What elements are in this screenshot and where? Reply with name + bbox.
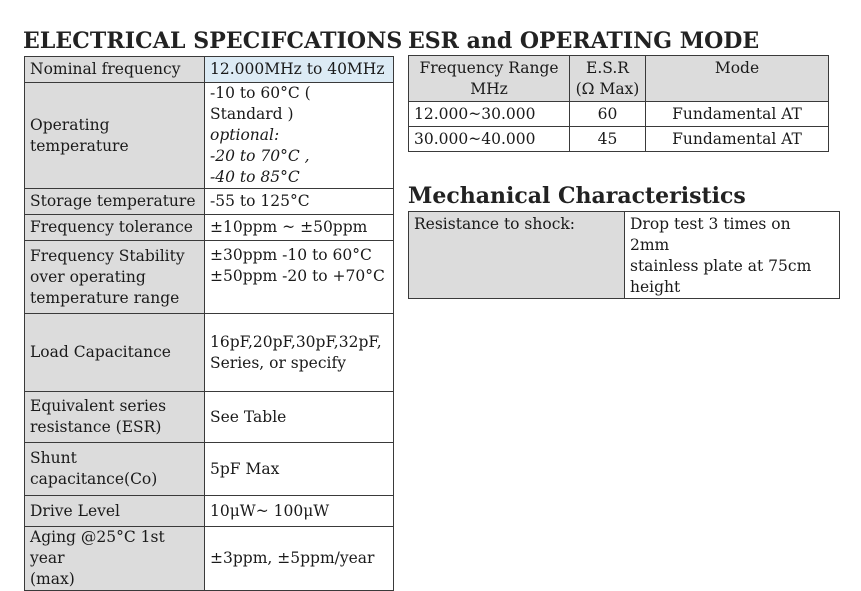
spec-value-line: See Table [210, 407, 287, 426]
electrical-specifications-table [24, 56, 394, 591]
spec-value-line: ±50ppm -20 to +70°C [210, 267, 385, 285]
table-cell: 12.000~30.000 [409, 102, 570, 127]
mechanical-value-line: Drop test 3 times on 2mm [630, 215, 791, 254]
mechanical-label: Resistance to shock: [409, 212, 625, 299]
spec-label [25, 443, 205, 496]
spec-label-line: temperature range [30, 288, 180, 307]
table-cell: 45 [570, 127, 646, 152]
column-header-frequency-range [409, 56, 570, 102]
table-cell: 30.000~40.000 [409, 127, 570, 152]
table-row [25, 392, 394, 443]
table-row [25, 215, 394, 241]
table-header-row [409, 56, 829, 102]
table-row [409, 102, 829, 127]
spec-value-line: 16pF,20pF,30pF,32pF, [210, 332, 382, 351]
spec-value [205, 392, 394, 443]
spec-value-line: optional: [210, 126, 280, 144]
column-header-line: E.S.R [586, 59, 629, 77]
spec-value-line: ±10ppm ~ ±50ppm [210, 218, 368, 236]
table-cell: 60 [570, 102, 646, 127]
spec-label-line: Shunt [30, 449, 77, 467]
column-header-esr [570, 56, 646, 102]
column-header-line: Frequency Range [419, 59, 559, 77]
table-row [25, 241, 394, 314]
table-row [25, 496, 394, 527]
spec-value [205, 527, 394, 591]
spec-value [205, 443, 394, 496]
spec-label [25, 527, 205, 591]
spec-label: Drive Level [25, 496, 205, 527]
table-row [25, 527, 394, 591]
spec-value-line: -40 to 85°C [210, 168, 300, 186]
spec-value [205, 57, 394, 83]
spec-label: Storage temperature [25, 189, 205, 215]
spec-label-line: over operating [30, 267, 146, 286]
table-row [409, 212, 840, 299]
spec-label: Nominal frequency [25, 57, 205, 83]
electrical-specifications-title: ELECTRICAL SPECIFCATIONS [23, 28, 403, 54]
spec-value [205, 496, 394, 527]
table-row [25, 83, 394, 189]
spec-label [25, 392, 205, 443]
spec-value-line: 10μW~ 100μW [210, 501, 330, 520]
spec-value [205, 215, 394, 241]
spec-label-line: Aging @25°C 1st year [30, 528, 165, 567]
spec-label: Frequency tolerance [25, 215, 205, 241]
spec-label: Operating temperature [25, 83, 205, 189]
mechanical-value-line: stainless plate at 75cm [630, 257, 812, 275]
table-row [25, 314, 394, 392]
spec-label-line: capacitance(Co) [30, 470, 158, 488]
spec-label-line: Frequency Stability [30, 246, 185, 265]
mechanical-value [625, 212, 840, 299]
column-header-line: Mode [714, 59, 760, 77]
spec-value [205, 189, 394, 215]
column-header-line: MHz [470, 80, 508, 98]
spec-value [205, 314, 394, 392]
table-row [25, 57, 394, 83]
spec-value-line: ±3ppm, ±5ppm/year [210, 549, 375, 567]
column-header-mode [646, 56, 829, 102]
table-row [409, 127, 829, 152]
spec-value [205, 241, 394, 314]
spec-label-line: Equivalent series [30, 397, 167, 415]
column-header-line: (Ω Max) [575, 80, 640, 98]
spec-value-line: 12.000MHz to 40MHz [210, 60, 385, 78]
spec-label [25, 241, 205, 314]
spec-value-line: -20 to 70°C , [210, 147, 310, 165]
spec-label-line: resistance (ESR) [30, 418, 162, 436]
mechanical-value-line: height [630, 278, 681, 296]
esr-operating-mode-title: ESR and OPERATING MODE [408, 28, 760, 54]
spec-value-line: 5pF Max [210, 459, 280, 478]
spec-label: Load Capacitance [25, 314, 205, 392]
table-cell: Fundamental AT [646, 102, 829, 127]
spec-value-line: -55 to 125°C [210, 192, 310, 210]
spec-value-line: Series, or specify [210, 353, 346, 372]
mechanical-characteristics-title: Mechanical Characteristics [408, 183, 746, 209]
table-cell: Fundamental AT [646, 127, 829, 152]
spec-label-line: (max) [30, 570, 75, 588]
spec-value-line: -10 to 60°C ( Standard ) [210, 84, 311, 123]
spec-value-line: ±30ppm -10 to 60°C [210, 246, 372, 264]
mechanical-characteristics-table [408, 211, 840, 299]
spec-value [205, 83, 394, 189]
table-row [25, 189, 394, 215]
table-row [25, 443, 394, 496]
esr-operating-mode-table [408, 55, 829, 152]
